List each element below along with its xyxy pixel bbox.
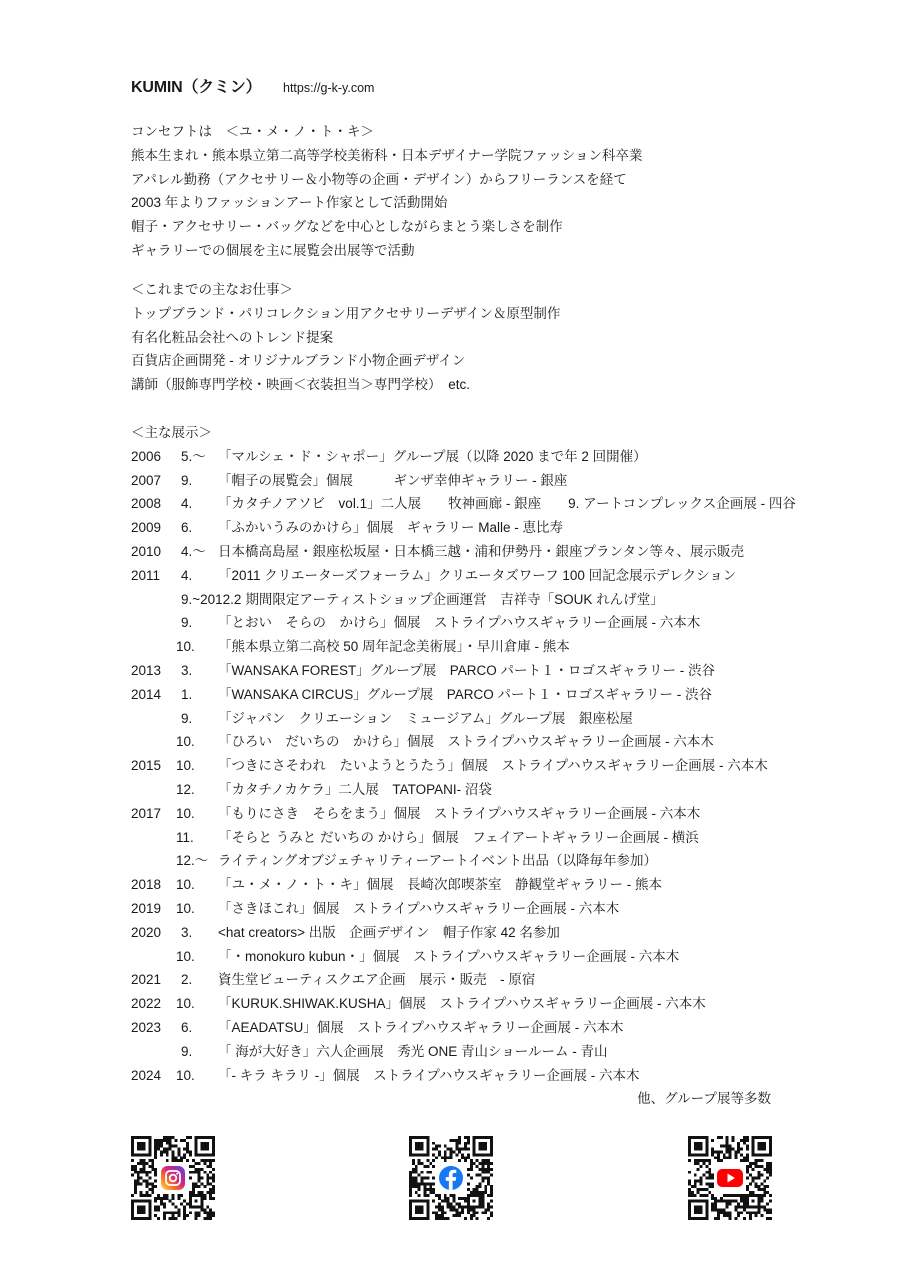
exhibition-row — [131, 469, 771, 493]
exhibition-description: 日本橋高島屋・銀座松坂屋・日本橋三越・浦和伊勢丹・銀座プランタン等々、展示販売 — [218, 543, 744, 559]
exhibition-description: <hat creators> 出版 企画デザイン 帽子作家 42 名参加 — [218, 924, 560, 940]
exhibition-row — [131, 659, 771, 683]
exhibition-year: 2018 — [131, 877, 162, 893]
exhibition-month: 6. — [181, 1019, 193, 1035]
website-url[interactable]: https://g-k-y.com — [283, 81, 375, 95]
exhibition-month: 10. — [176, 900, 195, 916]
exhibition-description: 「2011 クリエーターズフォーラム」クリエータズワーフ 100 回記念展示デレクション — [218, 567, 737, 583]
exhibitions-section — [131, 421, 796, 1111]
exhibition-row — [131, 826, 771, 850]
exhibition-year — [131, 1040, 181, 1064]
exhibition-year: 2010 — [131, 543, 162, 559]
exhibition-year — [131, 778, 181, 802]
exhibition-description: 「カタチノカケラ」二人展 TATOPANI- 沼袋 — [218, 781, 492, 797]
exhibition-month: 3. — [181, 662, 193, 678]
exhibition-year: 2009 — [131, 520, 162, 536]
exhibition-row — [131, 588, 771, 612]
works-heading: ＜これまでの主なお仕事＞ — [131, 282, 293, 297]
exhibition-row — [131, 849, 771, 873]
exhibition-year: 2007 — [131, 472, 162, 488]
exhibition-row — [131, 707, 771, 731]
exhibition-description: 「WANSAKA CIRCUS」グループ展 PARCO パート１・ロゴスギャラリー - 渋谷 — [218, 686, 712, 702]
facebook-icon — [439, 1166, 463, 1190]
exhibition-month: 4. — [181, 567, 193, 583]
exhibition-description: 資生堂ビューティスクエア企画 展示・販売 - 原宿 — [218, 972, 536, 988]
exhibitions-heading: ＜主な展示＞ — [131, 425, 212, 440]
instagram-qr-code — [131, 1136, 215, 1220]
exhibition-month: 1. — [181, 686, 193, 702]
exhibition-description: 「つきにさそわれ たいようとうたう」個展 ストライプハウスギャラリー企画展 - 六本木 — [218, 758, 768, 774]
youtube-qr-code — [688, 1136, 772, 1220]
exhibition-description: 「- キラ キラリ -」個展 ストライプハウスギャラリー企画展 - 六本木 — [218, 1067, 640, 1083]
exhibition-description: 「熊本県立第二高校 50 周年記念美術展」・早川倉庫 - 熊本 — [218, 639, 570, 655]
exhibition-year: 2011 — [131, 567, 161, 583]
exhibition-year: 2013 — [131, 662, 162, 678]
exhibition-row — [131, 611, 771, 635]
exhibitions-footnote: 他、グループ展等多数 — [637, 1091, 771, 1107]
intro-line: 帽子・アクセサリー・バッグなどを中心としながらまとう楽しさを制作 — [131, 219, 563, 235]
exhibition-list — [131, 445, 796, 1088]
exhibition-year: 2006 — [131, 448, 162, 464]
exhibition-description: 「さきほこれ」個展 ストライプハウスギャラリー企画展 - 六本木 — [218, 900, 620, 916]
exhibition-description: 「ユ・メ・ノ・ト・キ」個展 長崎次郎喫茶室 静観堂ギャラリー - 熊本 — [218, 877, 662, 893]
exhibition-month: 6. — [181, 520, 193, 536]
exhibition-month: 12.～ — [176, 853, 209, 869]
exhibition-row — [131, 945, 771, 969]
exhibition-year: 2024 — [131, 1067, 162, 1083]
work-line: 百貨店企画開発 - オリジナルブランド小物企画デザイン — [131, 353, 466, 369]
exhibition-month: 5.～ — [181, 448, 206, 464]
exhibition-description: ライティングオブジェチャリティーアートイベント出品（以降毎年参加） — [218, 853, 658, 869]
intro-line: コンセフトは ＜ユ・メ・ノ・ト・キ＞ — [131, 124, 374, 139]
exhibition-description: 「ふかいうみのかけら」個展 ギャラリー Malle - 恵比寿 — [218, 520, 564, 536]
facebook-qr-code — [409, 1136, 493, 1220]
exhibition-description: 「帽子の展覧会」個展 ギンザ幸伸ギャラリー - 銀座 — [218, 472, 568, 488]
exhibition-row — [131, 1016, 771, 1040]
exhibition-month: 12. — [176, 781, 195, 797]
exhibition-month: 10. — [176, 948, 195, 964]
exhibition-month: 9. — [181, 615, 193, 631]
exhibition-row — [131, 754, 771, 778]
exhibition-row — [131, 730, 771, 754]
exhibition-row — [131, 802, 771, 826]
exhibition-description: 「そらと うみと だいちの かけら」個展 フェイアートギャラリー企画展 - 横浜 — [218, 829, 699, 845]
exhibition-month: 10. — [176, 758, 195, 774]
exhibition-description: 「とおい そらの かけら」個展 ストライプハウスギャラリー企画展 - 六本木 — [218, 615, 701, 631]
work-line: 講師（服飾専門学校・映画＜衣装担当＞専門学校） etc. — [131, 377, 471, 393]
exhibition-year — [131, 849, 181, 873]
exhibition-month: 10. — [176, 1067, 195, 1083]
exhibition-description: 「WANSAKA FOREST」グループ展 PARCO パート１・ロゴスギャラリー - 渋谷 — [218, 662, 715, 678]
exhibition-row — [131, 683, 771, 707]
exhibition-month: 10. — [176, 734, 195, 750]
exhibition-year — [131, 635, 181, 659]
page-header — [131, 76, 375, 100]
exhibition-description: 「KURUK.SHIWAK.KUSHA」個展 ストライプハウスギャラリー企画展 - 六本木 — [218, 996, 706, 1012]
exhibition-description: 「 海が大好き」六人企画展 秀光 ONE 青山ショールーム - 青山 — [218, 1043, 608, 1059]
exhibition-row — [131, 1040, 771, 1064]
intro-line: 2003 年よりファッションアート作家として活動開始 — [131, 195, 448, 211]
exhibition-month: 4. — [181, 496, 193, 512]
exhibition-description: 「マルシェ・ド・シャポー」グループ展（以降 2020 まで年 2 回開催） — [218, 448, 647, 464]
exhibition-year: 2023 — [131, 1019, 162, 1035]
intro-line: ギャラリーでの個展を主に展覧会出展等で活動 — [131, 242, 415, 258]
exhibition-description: 「・monokuro kubun・」個展 ストライプハウスギャラリー企画展 - 六本木 — [218, 948, 680, 964]
exhibition-row — [131, 778, 771, 802]
exhibition-row — [131, 1064, 771, 1088]
exhibition-description: 「ジャパン クリエーション ミュージアム」グループ展 銀座松屋 — [218, 710, 633, 726]
exhibition-row — [131, 540, 771, 564]
exhibition-year: 2015 — [131, 758, 162, 774]
works-lines — [131, 302, 771, 397]
exhibition-row — [131, 921, 771, 945]
exhibition-row — [131, 968, 771, 992]
exhibition-row — [131, 516, 771, 540]
intro-lines — [131, 120, 771, 263]
exhibition-year — [131, 707, 181, 731]
exhibition-row — [131, 492, 796, 516]
exhibition-year — [131, 826, 181, 850]
exhibition-month: 10. — [176, 877, 195, 893]
exhibition-month: 9. — [181, 472, 193, 488]
artist-name: KUMIN（クミン） — [131, 79, 262, 96]
exhibition-description: 「カタチノアソビ vol.1」二人展 牧神画廊 - 銀座 9. アートコンプレックス企画展 - 四谷 — [218, 496, 796, 512]
exhibition-month: 9. — [181, 1043, 193, 1059]
exhibition-year — [131, 611, 181, 635]
exhibition-row — [131, 873, 771, 897]
intro-line: アパレル勤務（アクセサリー＆小物等の企画・デザイン）からフリーランスを経て — [131, 171, 627, 187]
exhibition-month: 4.～ — [181, 543, 206, 559]
exhibition-year: 2019 — [131, 900, 162, 916]
exhibition-year: 2020 — [131, 924, 162, 940]
exhibition-row — [131, 992, 771, 1016]
exhibition-year: 2022 — [131, 996, 162, 1012]
exhibition-month: 10. — [176, 996, 195, 1012]
exhibition-row — [131, 897, 771, 921]
exhibition-year: 2017 — [131, 805, 162, 821]
exhibition-year: 2014 — [131, 686, 162, 702]
exhibition-month: 11. — [176, 829, 194, 845]
work-line: 有名化粧品会社へのトレンド提案 — [131, 329, 334, 345]
exhibition-month: 10. — [176, 639, 195, 655]
exhibition-year — [131, 730, 181, 754]
exhibition-year — [131, 588, 181, 612]
exhibition-year: 2021 — [131, 972, 162, 988]
exhibition-month: 3. — [181, 924, 193, 940]
exhibition-description: 「ひろい だいちの かけら」個展 ストライプハウスギャラリー企画展 - 六本木 — [218, 734, 714, 750]
exhibition-row — [131, 564, 771, 588]
exhibition-year — [131, 945, 181, 969]
exhibition-row — [131, 635, 771, 659]
instagram-icon — [161, 1166, 185, 1190]
works-section — [131, 278, 771, 397]
intro-line: 熊本生まれ・熊本県立第二高等学校美術科・日本デザイナー学院ファッション科卒業 — [131, 147, 643, 163]
work-line: トップブランド・パリコレクション用アクセサリーデザイン＆原型制作 — [131, 305, 561, 321]
exhibition-description: 期間限定アーティストショップ企画運営 吉祥寺「SOUK れんげ堂」 — [245, 591, 664, 607]
intro-section — [131, 120, 771, 263]
exhibition-month: 10. — [176, 805, 195, 821]
exhibition-month: 9. — [181, 710, 193, 726]
exhibition-month: 9.~2012.2 — [181, 591, 242, 607]
exhibition-description: 「AEADATSU」個展 ストライプハウスギャラリー企画展 - 六本木 — [218, 1019, 624, 1035]
exhibition-month: 2. — [181, 972, 193, 988]
youtube-icon — [717, 1169, 743, 1187]
exhibition-year: 2008 — [131, 496, 162, 512]
exhibition-description: 「もりにさき そらをまう」個展 ストライプハウスギャラリー企画展 - 六本木 — [218, 805, 701, 821]
exhibition-row — [131, 445, 771, 469]
